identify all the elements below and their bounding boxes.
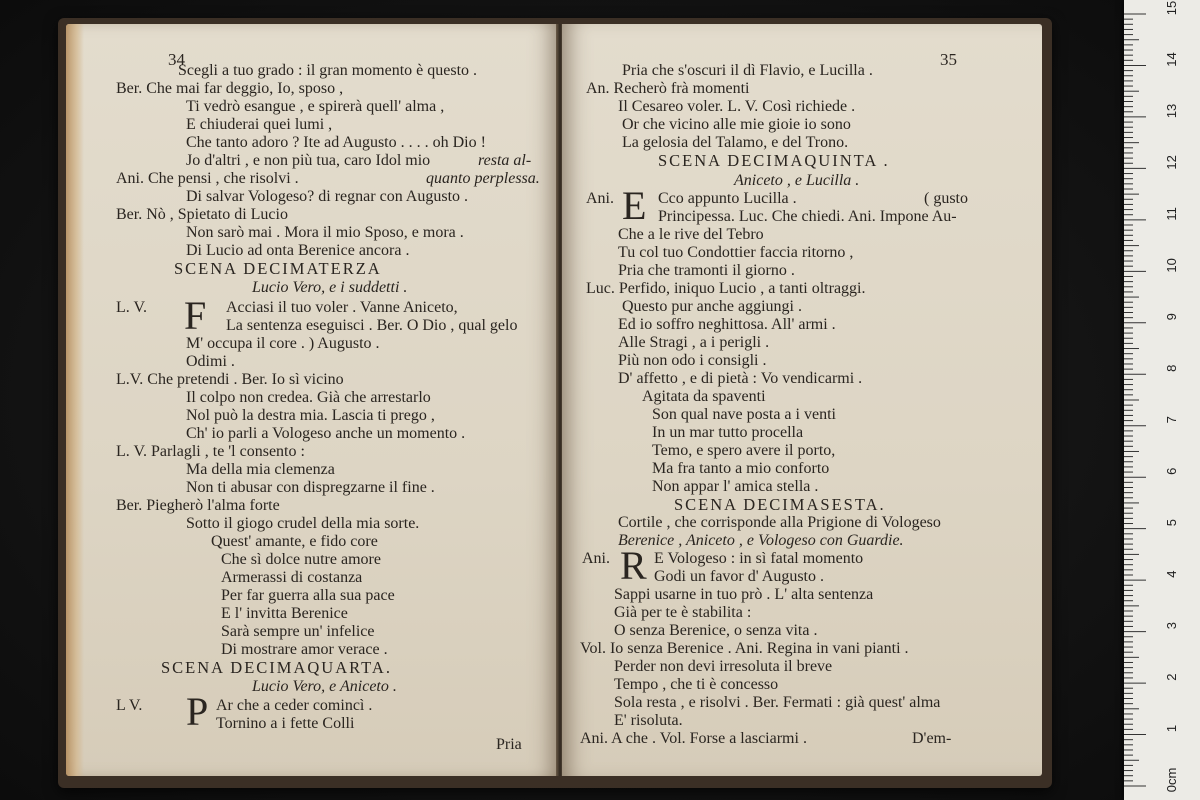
text-line: L V. — [116, 697, 143, 714]
text-line: Lucio Vero, e i suddetti . — [252, 279, 408, 296]
text-line: E' risoluta. — [614, 712, 683, 729]
text-line: Sotto il giogo crudel della mia sorte. — [186, 515, 420, 532]
text-line: Di Lucio ad onta Berenice ancora . — [186, 242, 410, 259]
text-line: Ani. — [582, 550, 610, 567]
text-line: Tu col tuo Condottier faccia ritorno , — [618, 244, 854, 261]
text-line: Non sarò mai . Mora il mio Sposo, e mora . — [186, 224, 464, 241]
scene-heading: SCENA DECIMAQUARTA. — [161, 658, 392, 677]
measuring-ruler — [1124, 0, 1200, 800]
text-line: Di salvar Vologeso? di regnar con Augusto . — [186, 188, 469, 205]
ruler-label: 14 — [1164, 52, 1179, 67]
drop-capital: E — [622, 183, 647, 228]
text-line: Acciasi il tuo voler . Vanne Aniceto, — [226, 299, 458, 316]
text-line: La sentenza eseguisci . Ber. O Dio , qual gelo — [226, 317, 518, 334]
text-line: Sola resta , e risolvi . Ber. Fermati : già quest' alma — [614, 694, 941, 711]
text-line: Agitata da spaventi — [642, 388, 766, 405]
text-line: E chiuderai quei lumi , — [186, 116, 333, 133]
text-line: Ber. Piegherò l'alma forte — [116, 497, 280, 514]
text-line: Ed io soffro neghittosa. All' armi . — [618, 316, 836, 333]
text-line: In un mar tutto procella — [652, 424, 804, 441]
ruler-label: 11 — [1164, 207, 1179, 221]
text-line: Lucio Vero, e Aniceto . — [252, 678, 397, 695]
text-line: Temo, e spero avere il porto, — [652, 442, 836, 459]
page-number: 35 — [940, 50, 957, 69]
left-page — [66, 24, 558, 776]
drop-capital: F — [184, 293, 207, 338]
text-line: Ani. — [586, 190, 614, 207]
text-line: Che a le rive del Tebro — [618, 226, 764, 243]
text-line: Il Cesareo voler. L. V. Così richiede . — [618, 98, 856, 115]
text-line: Berenice , Aniceto , e Vologeso con Guardie. — [618, 532, 904, 549]
page-number: 34 — [168, 50, 185, 69]
ruler-label: 4 — [1164, 570, 1179, 578]
text-line: Non ti abusar con dispregzarne il fine . — [186, 479, 435, 496]
text-line: Ani. A che . Vol. Forse a lasciarmi . — [580, 730, 807, 747]
text-line: Pria che s'oscuri il dì Flavio, e Lucilla . — [622, 62, 873, 79]
text-line: Ti vedrò esangue , e spirerà quell' alma , — [186, 98, 445, 115]
text-line: Cortile , che corrisponde alla Prigione di Vologeso — [618, 514, 941, 531]
right-page — [562, 24, 1042, 776]
text-line: Nol può la destra mia. Lascia ti prego , — [186, 407, 435, 424]
text-line: E Vologeso : in sì fatal momento — [654, 550, 864, 567]
text-line: Il colpo non credea. Già che arrestarlo — [186, 389, 431, 406]
text-line: Ani. Che pensi , che risolvi . — [116, 170, 299, 187]
drop-capital: P — [186, 689, 209, 734]
text-line: Ber. Che mai far deggio, Io, sposo , — [116, 80, 344, 97]
ruler-label: 15 — [1164, 0, 1179, 16]
text-line: Per far guerra alla sua pace — [221, 587, 395, 604]
text-line: D'em- — [912, 730, 952, 747]
text-line: Ch' io parli a Vologeso anche un momento . — [186, 425, 466, 442]
scene-heading: SCENA DECIMATERZA — [174, 259, 382, 278]
text-line: Che tanto adoro ? Ite ad Augusto . . . . oh Dio ! — [186, 134, 486, 151]
text-line: L.V. Che pretendi . Ber. Io sì vicino — [116, 371, 344, 388]
text-line: Godi un favor d' Augusto . — [654, 568, 824, 585]
text-line: Pria — [496, 736, 522, 753]
text-line: An. Recherò frà momenti — [586, 80, 750, 97]
text-line: quanto perplessa. — [426, 170, 540, 187]
drop-capital: R — [620, 543, 647, 588]
text-line: Armerassi di costanza — [221, 569, 363, 586]
text-line: L. V. Parlagli , te 'l consento : — [116, 443, 305, 460]
text-line: Di mostrare amor verace . — [221, 641, 388, 658]
ruler-label: 1 — [1164, 724, 1179, 733]
text-line: M' occupa il core . ) Augusto . — [186, 335, 380, 352]
text-line: Ma della mia clemenza — [186, 461, 335, 478]
text-line: Tornino a i fette Colli — [216, 715, 355, 732]
text-line: ( gusto — [924, 190, 968, 207]
text-line: Son qual nave posta a i venti — [652, 406, 836, 423]
text-line: Ma fra tanto a mio conforto — [652, 460, 830, 477]
ruler-label: 12 — [1164, 155, 1179, 170]
text-line: Questo pur anche aggiungi . — [622, 298, 802, 315]
ruler-label: 8 — [1164, 364, 1179, 372]
ruler-label: 9 — [1164, 313, 1179, 321]
text-line: Principessa. Luc. Che chiedi. Ani. Impone Au- — [658, 208, 957, 225]
scene-heading: SCENA DECIMASESTA. — [674, 495, 886, 514]
text-line: Scegli a tuo grado : il gran momento è questo . — [178, 62, 478, 79]
text-line: Sarà sempre un' infelice — [221, 623, 375, 640]
ruler-label: 10 — [1164, 258, 1179, 273]
ruler-label: 3 — [1164, 621, 1179, 630]
ruler-label: 7 — [1164, 416, 1179, 424]
text-line: O senza Berenice, o senza vita . — [614, 622, 818, 639]
text-line: Luc. Perfido, iniquo Lucio , a tanti oltraggi. — [586, 280, 866, 297]
text-line: Ber. Nò , Spietato di Lucio — [116, 206, 288, 223]
text-line: D' affetto , e di pietà : Vo vendicarmi . — [618, 370, 863, 387]
text-line: Pria che tramonti il giorno . — [618, 262, 795, 279]
ruler-label: 6 — [1164, 467, 1179, 475]
text-line: Non appar l' amica stella . — [652, 478, 819, 495]
text-line: Cco appunto Lucilla . — [658, 190, 797, 207]
ruler-label: 0cm — [1164, 767, 1179, 793]
ruler-label: 2 — [1164, 673, 1179, 681]
text-line: E l' invitta Berenice — [221, 605, 348, 622]
text-line: Aniceto , e Lucilla . — [734, 172, 860, 189]
scene-heading: SCENA DECIMAQUINTA . — [658, 151, 890, 170]
text-line: Or che vicino alle mie gioie io sono — [622, 116, 851, 133]
ruler-label: 13 — [1164, 103, 1179, 119]
text-line: Già per te è stabilita : — [614, 604, 752, 621]
text-line: Vol. Io senza Berenice . Ani. Regina in vani pianti . — [580, 640, 909, 657]
text-line: Che sì dolce nutre amore — [221, 551, 381, 568]
text-line: Alle Stragi , a i perigli . — [618, 334, 770, 351]
ruler-label: 5 — [1164, 519, 1179, 527]
text-line: Più non odo i consigli . — [618, 352, 767, 369]
text-line: L. V. — [116, 299, 147, 316]
text-line: Quest' amante, e fido core — [211, 533, 378, 550]
text-line: Sappi usarne in tuo prò . L' alta sentenza — [614, 586, 874, 603]
text-line: Perder non devi irresoluta il breve — [614, 658, 833, 675]
text-line: Tempo , che ti è concesso — [614, 676, 779, 693]
text-line: Ar che a ceder comincì . — [216, 697, 373, 714]
text-line: Odimi . — [186, 353, 235, 370]
text-line: La gelosia del Talamo, e del Trono. — [622, 134, 849, 151]
text-line: resta al- — [478, 152, 532, 169]
text-line: Jo d'altri , e non più tua, caro Idol mio — [186, 152, 431, 169]
